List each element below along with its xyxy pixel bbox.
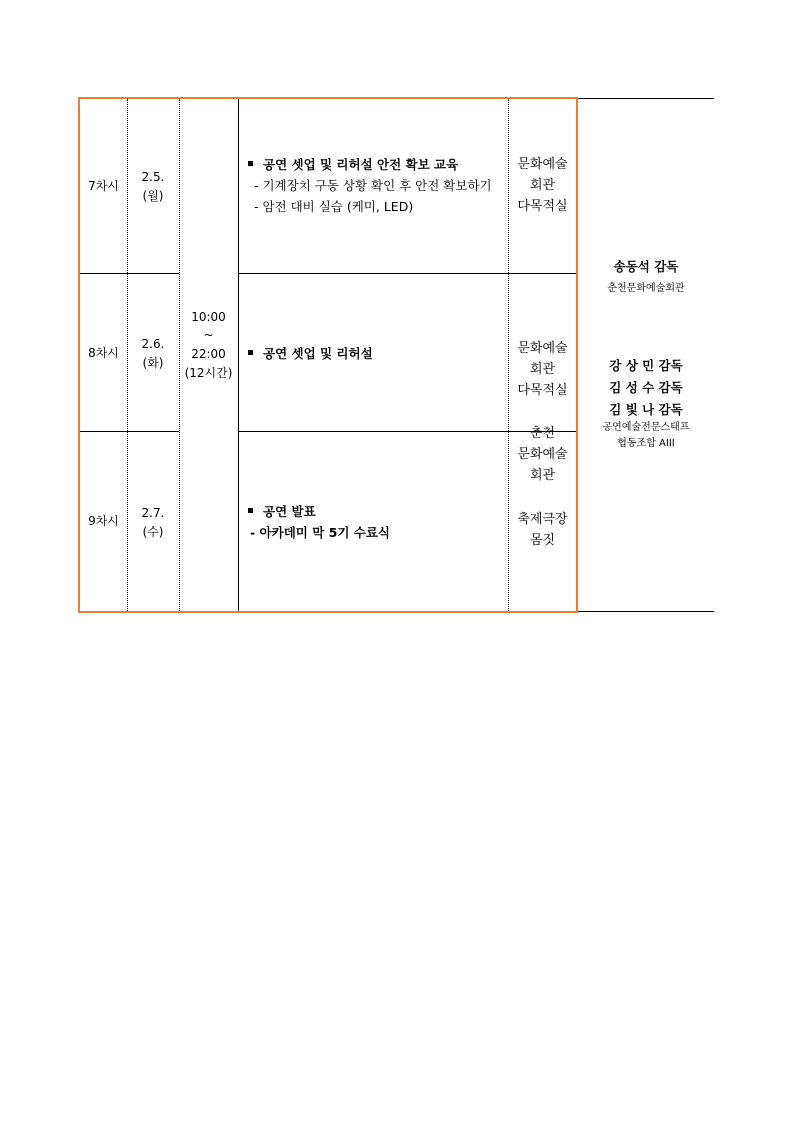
date-label: 2.5. [141, 170, 165, 184]
session-cell-9 [80, 432, 127, 611]
place-line: 문화예술 [517, 157, 568, 172]
place-cell-7 [508, 99, 577, 273]
time-start: 10:00 [191, 310, 226, 324]
content-title: 공연 셋업 및 리허설 안전 확보 교육 [248, 154, 492, 175]
bullet-square-icon [248, 350, 253, 355]
instructor-name: 송동석 감독 [613, 259, 679, 274]
place-cell-8 [508, 274, 577, 431]
col-line-3 [238, 99, 239, 611]
time-end: 22:00 [191, 347, 226, 361]
date-cell-9 [127, 432, 179, 611]
bullet-square-icon [248, 161, 253, 166]
date-cell-7 [127, 99, 179, 273]
session-label: 7차시 [88, 179, 119, 193]
instructor-bottom-border [578, 611, 714, 612]
time-sep: ~ [203, 328, 214, 342]
content-title: 공연 셋업 및 리허설 [248, 343, 373, 364]
instructor-org: 춘천문화예술회관 [607, 283, 685, 294]
place-line: 회관 [529, 468, 556, 483]
instructor-org: 공연예술전문스태프 [602, 422, 690, 433]
instructor-name: 강 상 민 감독 [609, 358, 683, 373]
instructor-name: 김 성 수 감독 [609, 380, 683, 395]
place-line: 회관 [529, 362, 556, 377]
content-cell-8 [248, 343, 373, 364]
session-label: 8차시 [88, 346, 119, 360]
place-line: 회관 [529, 178, 556, 193]
time-duration: (12시간) [184, 366, 233, 380]
content-detail: - 암전 대비 실습 (케미, LED) [254, 199, 414, 214]
day-label: (화) [142, 356, 164, 370]
content-cell-7 [248, 154, 492, 217]
instructor-cell [578, 99, 714, 611]
place-line: 몸짓 [529, 533, 556, 548]
content-title: 공연 발표 [248, 501, 390, 522]
date-cell-8 [127, 274, 179, 431]
bullet-square-icon [248, 508, 253, 513]
day-label: (수) [142, 525, 164, 539]
place-line: 문화예술 [517, 447, 568, 462]
date-label: 2.7. [141, 506, 165, 520]
place-line: 다목적실 [517, 383, 568, 398]
place-line: 다목적실 [517, 199, 568, 214]
content-detail: - 아카데미 막 5기 수료식 [250, 525, 390, 540]
instructor-name: 김 빛 나 감독 [609, 402, 683, 417]
time-cell [179, 99, 238, 611]
place-line: 축제극장 [517, 512, 568, 527]
place-line: 춘천 [529, 426, 556, 441]
session-label: 9차시 [88, 514, 119, 528]
instructor-org: 협동조합 AIII [617, 438, 675, 449]
day-label: (월) [142, 189, 164, 203]
content-detail: - 기계장치 구동 상황 확인 후 안전 확보하기 [254, 178, 492, 193]
session-cell-8 [80, 274, 127, 431]
session-cell-7 [80, 99, 127, 273]
content-cell-9 [248, 501, 390, 543]
date-label: 2.6. [141, 337, 165, 351]
place-cell-9 [508, 420, 577, 560]
place-line: 문화예술 [517, 341, 568, 356]
